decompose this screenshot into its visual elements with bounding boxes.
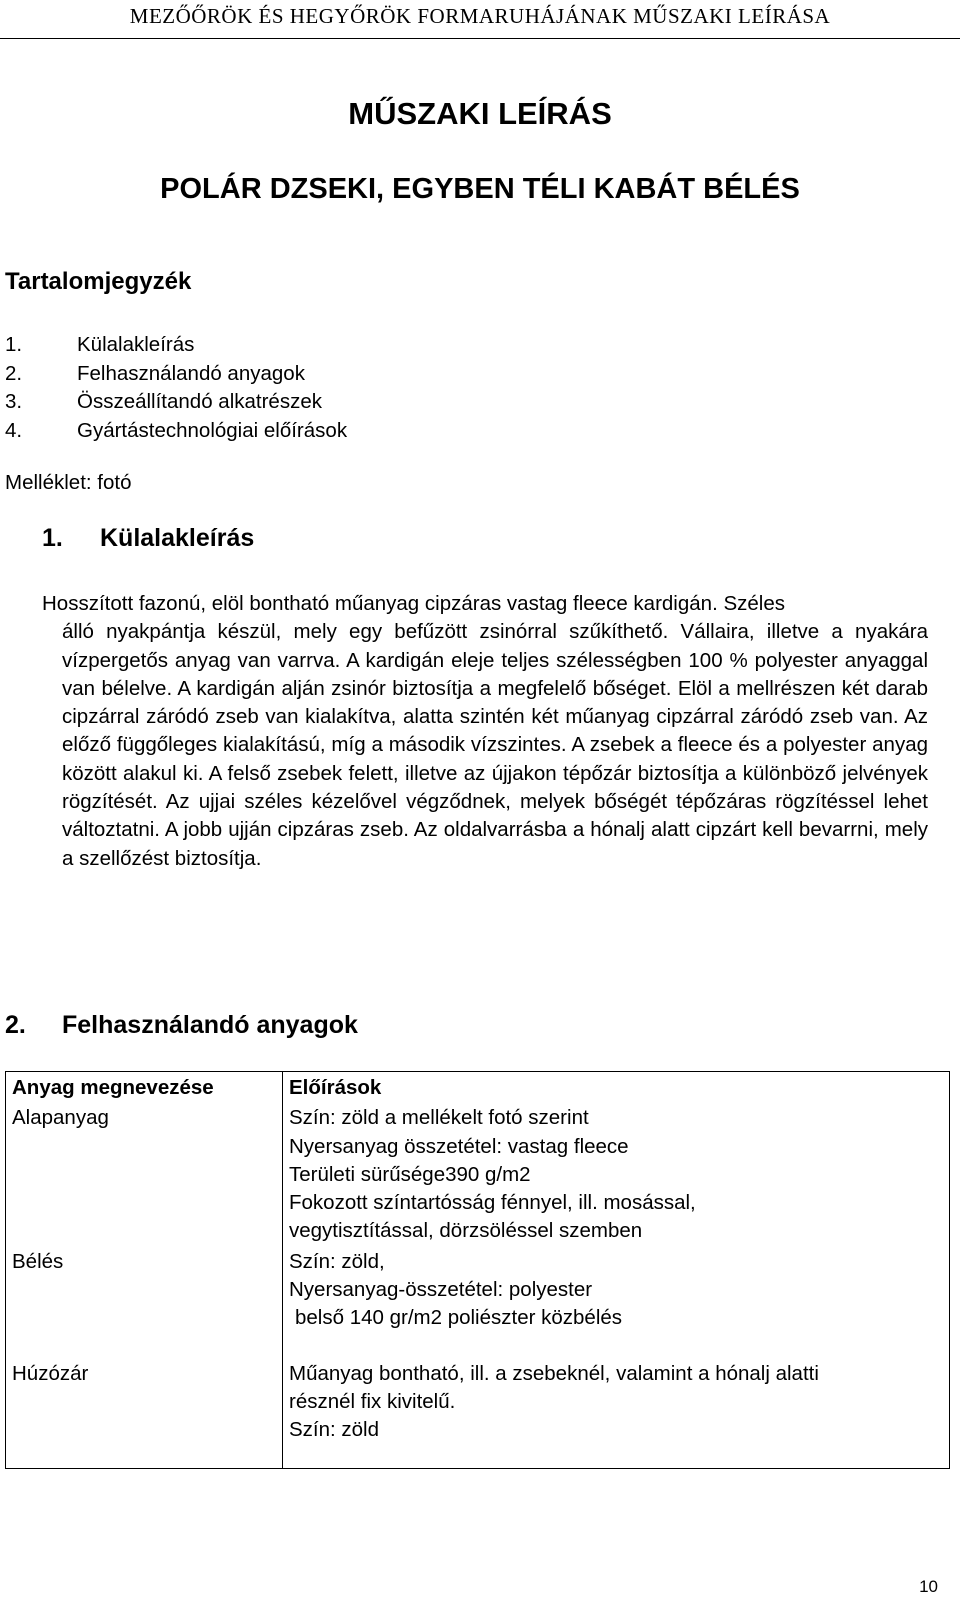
toc-item-label: Külalakleírás: [77, 333, 195, 356]
section-title: Felhasználandó anyagok: [62, 1011, 358, 1039]
toc-item: [5, 417, 347, 446]
material-name: Bélés: [6, 1246, 283, 1358]
toc-title: Tartalomjegyzék: [5, 268, 192, 295]
toc-item: [5, 360, 347, 389]
toc-item-number: 2.: [5, 361, 23, 385]
page-header: [0, 0, 960, 39]
table-row: [6, 1246, 950, 1358]
spec-line: Szín: zöld a mellékelt fotó szerint: [289, 1106, 589, 1130]
spec-line: Fokozott színtartósság fénnyel, ill. mosással,: [289, 1191, 696, 1215]
table-header: Előírások: [283, 1072, 950, 1103]
spec-line: Műanyag bontható, ill. a zsebeknél, valamint a hónalj alatti: [289, 1361, 819, 1385]
header-title: MEZŐŐRÖK ÉS HEGYŐRÖK FORMARUHÁJÁNAK MŰSZAKI LEÍRÁSA: [129, 4, 831, 28]
section-title: Külalakleírás: [100, 524, 255, 552]
toc-item: [5, 388, 347, 417]
materials-table: [5, 1071, 950, 1469]
document-title: MŰSZAKI LEÍRÁS: [348, 96, 612, 131]
spec-line: belső 140 gr/m2 poliészter közbélés: [295, 1306, 623, 1330]
page-number: 10: [919, 1577, 938, 1596]
section-1-paragraph: [42, 590, 928, 873]
toc-item-number: 4.: [5, 418, 23, 442]
toc-item-label: Felhasználandó anyagok: [77, 361, 305, 385]
material-name: Húzózár: [6, 1358, 283, 1469]
toc-item-label: Gyártástechnológiai előírások: [77, 418, 348, 442]
section-1-heading: [42, 524, 254, 553]
table-row: [6, 1358, 950, 1469]
toc-item: [5, 331, 347, 360]
spec-line: vegytisztítással, dörzsöléssel szemben: [289, 1219, 643, 1243]
spec-line: Szín: zöld: [289, 1418, 380, 1442]
material-name: Alapanyag: [6, 1102, 283, 1245]
document-subtitle: POLÁR DZSEKI, EGYBEN TÉLI KABÁT BÉLÉS: [160, 173, 800, 205]
section-2-heading: [5, 1011, 358, 1040]
material-spec: [283, 1246, 950, 1358]
toc-item-label: Összeállítandó alkatrészek: [77, 390, 322, 413]
paragraph-body: álló nyakpántja készül, mely egy befűzött zsinórral szűkíthető. Vállaira, illetve a nyakára vízpergetős anyag van varrva. A kardigán eleje teljes szélességben 100 % polyester anyaggal van bélelve. A kardigán alján zsinór biztosítja a megfelelő bőséget. Elöl a mellrészen két darab cipzárral záródó zseb van kialakítva, alatta szintén két műanyag cipzárral záródó zseb van. Az előző függőleges kialakítású, míg a második vízszintes. A zsebek a fleece és a polyester anyag között alakul ki. A felső zsebek felett, illetve az újjakon tépőzár biztosítja a különböző jelvények rögzítését. Az ujjai széles kézelővel végződnek, melyek bőségét tépőzáras rögzítéssel lehet változtatni. A jobb ujján cipzáras zseb. Az oldalvarrásba a hónalj alatt cipzárt kell bevarrni, mely a szellőzést biztosítja.: [62, 620, 928, 870]
section-number: 2.: [5, 1011, 26, 1039]
toc-item-number: 3.: [5, 390, 23, 413]
material-spec: [283, 1358, 950, 1469]
table-row: [6, 1102, 950, 1245]
annex-note: Melléklet: fotó: [5, 471, 132, 494]
material-spec: [283, 1102, 950, 1245]
table-header-row: [6, 1072, 950, 1103]
section-number: 1.: [42, 524, 63, 552]
toc-list: [5, 331, 347, 445]
spec-line: Szín: zöld,: [289, 1249, 385, 1273]
toc-item-number: 1.: [5, 333, 23, 356]
spec-line: Területi sürűsége390 g/m2: [289, 1162, 531, 1186]
spec-line: Nyersanyag-összetétel: polyester: [289, 1278, 593, 1302]
paragraph-first-line: Hosszított fazonú, elöl bontható műanyag cipzáras vastag fleece kardigán. Széles: [42, 592, 785, 615]
spec-line: résznél fix kivitelű.: [289, 1390, 456, 1414]
spec-line: Nyersanyag összetétel: vastag fleece: [289, 1134, 629, 1158]
table-header: Anyag megnevezése: [6, 1072, 283, 1103]
